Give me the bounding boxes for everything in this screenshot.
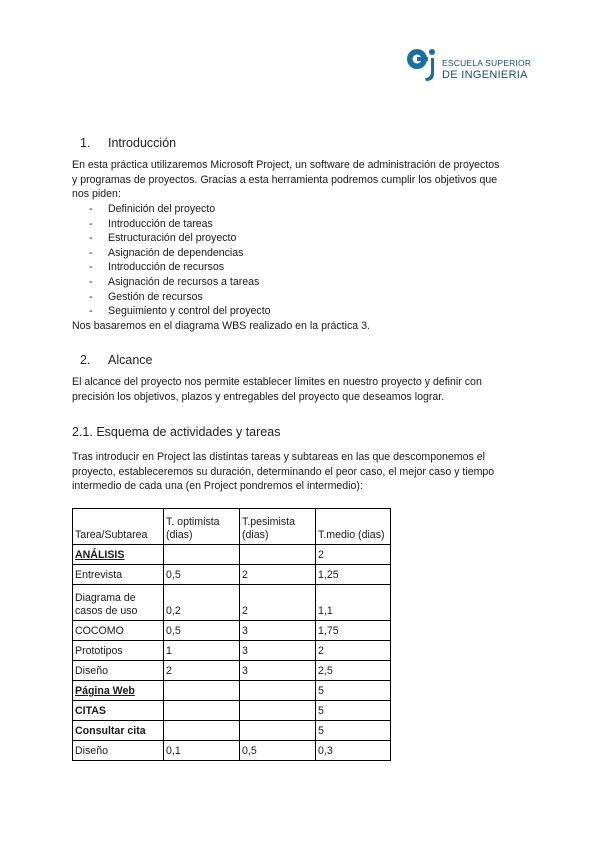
table-row: [73, 661, 391, 681]
pessimistic-cell: [240, 681, 316, 701]
mean-cell: 5: [316, 681, 391, 701]
mean-cell: 1,1: [316, 585, 391, 621]
mean-cell: 1,75: [316, 621, 391, 641]
paragraph-line: intermedio de cada una (en Project pondremos el intermedio):: [72, 480, 363, 493]
list-item: - Introducción de recursos: [89, 261, 225, 274]
pessimistic-cell: 0,5: [240, 741, 316, 761]
table-row: [73, 621, 391, 641]
section-title: Introducción: [108, 136, 177, 150]
mean-cell: 0,3: [316, 741, 391, 761]
task-cell: CITAS: [73, 701, 164, 721]
paragraph-line: Tras introducir en Project las distintas tareas y subtareas en las que descomponemos el: [72, 451, 485, 463]
optimistic-cell: 1: [164, 641, 240, 661]
optimistic-cell: 0,2: [164, 585, 240, 621]
task-cell: ANÁLISIS: [73, 545, 164, 565]
optimistic-cell: [164, 721, 240, 741]
paragraph-line: proyecto, estableceremos su duración, determinando el peor caso, el mejor caso y tiempo: [72, 465, 495, 478]
mean-cell: 2,5: [316, 661, 391, 681]
logo-text-line1: ESCUELA SUPERIOR: [442, 58, 532, 68]
objectives-list: [89, 202, 271, 319]
scope-paragraph: [72, 375, 522, 404]
mean-cell: 5: [316, 701, 391, 721]
list-item: - Gestión de recursos: [89, 290, 203, 303]
pessimistic-cell: [240, 545, 316, 565]
table-row: [73, 721, 391, 741]
pessimistic-cell: 3: [240, 641, 316, 661]
task-cell: Consultar cita: [73, 721, 164, 741]
optimistic-cell: 0,5: [164, 621, 240, 641]
paragraph-line: nos piden:: [72, 188, 121, 201]
closing-sentence: Nos basaremos en el diagrama WBS realizado en la práctica 3.: [72, 320, 370, 332]
task-cell: Página Web: [73, 681, 164, 701]
intro-paragraph: [72, 158, 522, 202]
optimistic-cell: 2: [164, 661, 240, 681]
table-row: [73, 641, 391, 661]
list-item: - Definición del proyecto: [89, 203, 216, 215]
table-row: [73, 701, 391, 721]
section-title: Alcance: [108, 353, 153, 367]
table-row: [73, 565, 391, 585]
mean-cell: 1,25: [316, 565, 391, 585]
paragraph-line: precisión los objetivos, plazos y entregables del proyecto que deseamos lograr.: [72, 390, 445, 403]
pessimistic-cell: [240, 721, 316, 741]
table-row: [73, 681, 391, 701]
header-cell: T. optimista (dias): [164, 509, 240, 545]
task-cell: Entrevista: [73, 565, 164, 585]
mean-cell: 2: [316, 641, 391, 661]
table-row: [73, 741, 391, 761]
section-heading-introduccion: [80, 136, 176, 150]
task-cell: Prototipos: [73, 641, 164, 661]
pessimistic-cell: [240, 701, 316, 721]
optimistic-cell: [164, 701, 240, 721]
logo-mark-icon: [404, 44, 440, 84]
optimistic-cell: [164, 681, 240, 701]
list-item: - Seguimiento y control del proyecto: [89, 305, 271, 318]
section-number: 2.: [80, 353, 91, 367]
logo-text-line2: DE INGENIERIA: [442, 69, 528, 81]
task-cell: COCOMO: [73, 621, 164, 641]
table-row: [73, 545, 391, 565]
list-item: - Asignación de recursos a tareas: [89, 275, 260, 288]
paragraph-line: El alcance del proyecto nos permite establecer límites en nuestro proyecto y definir con: [72, 376, 482, 388]
paragraph-line: En esta práctica utilizaremos Microsoft Project, un software de administración de proyectos: [72, 159, 500, 171]
optimistic-cell: 0,1: [164, 741, 240, 761]
pessimistic-cell: 3: [240, 621, 316, 641]
pessimistic-cell: 3: [240, 661, 316, 681]
pessimistic-cell: 2: [240, 565, 316, 585]
school-logo: [404, 44, 534, 84]
task-cell: Diagrama de casos de uso: [73, 585, 164, 621]
subsection-heading: 2.1. Esquema de actividades y tareas: [72, 425, 281, 439]
activities-paragraph: [72, 450, 522, 494]
list-item: - Introducción de tareas: [89, 217, 213, 230]
header-cell: T.medio (dias): [316, 509, 391, 545]
list-item: - Asignación de dependencias: [89, 246, 244, 259]
header-cell: T.pesimista (dias): [240, 509, 316, 545]
section-number: 1.: [80, 136, 91, 150]
mean-cell: 5: [316, 721, 391, 741]
optimistic-cell: 0,5: [164, 565, 240, 585]
paragraph-line: y programas de proyectos. Gracias a esta herramienta podremos cumplir los objetivos que: [72, 173, 498, 186]
table-row: [73, 585, 391, 621]
section-heading-alcance: [80, 353, 152, 367]
task-cell: Diseño: [73, 741, 164, 761]
optimistic-cell: [164, 545, 240, 565]
header-cell: Tarea/Subtarea: [73, 509, 164, 545]
pessimistic-cell: 2: [240, 585, 316, 621]
task-cell: Diseño: [73, 661, 164, 681]
mean-cell: 2: [316, 545, 391, 565]
list-item: - Estructuración del proyecto: [89, 232, 237, 245]
table-header-row: [73, 509, 391, 545]
task-duration-table: [72, 508, 391, 761]
